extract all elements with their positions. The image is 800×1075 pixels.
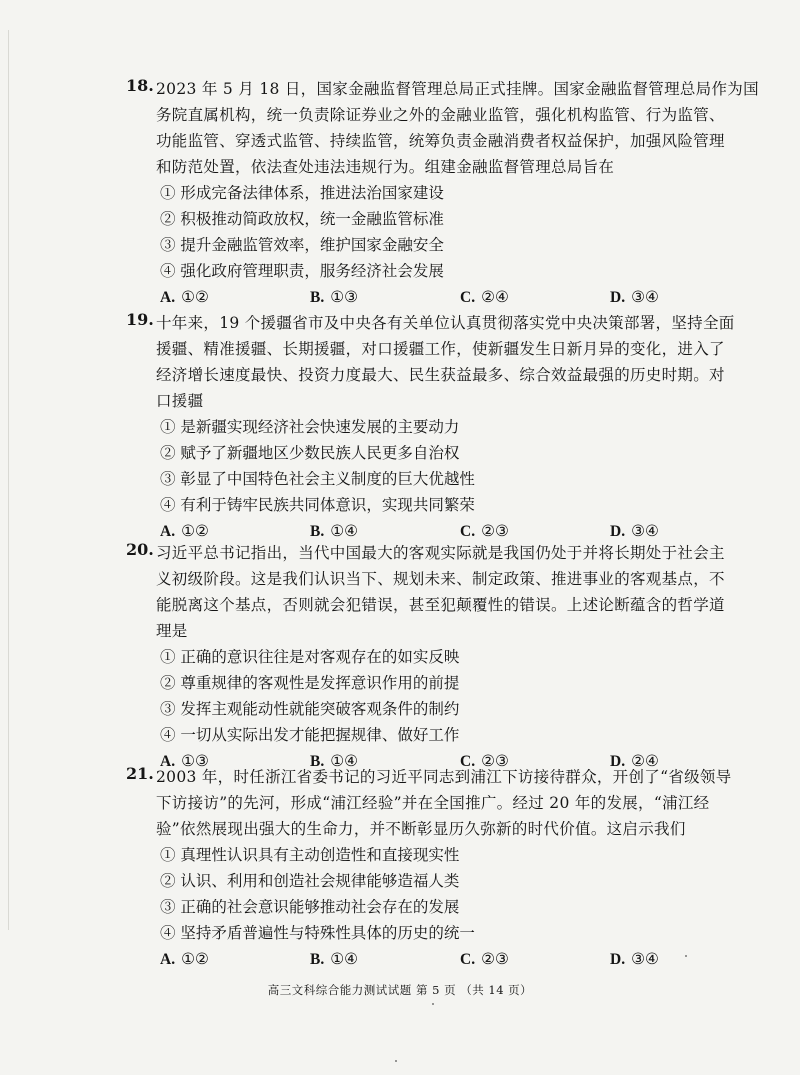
choice-value: ②③ [481,522,509,540]
choice-letter: B. [310,753,325,770]
stem-line: 和防范处置，依法查处违法违规行为。组建金融监督管理总局旨在 [156,158,615,176]
choice-value: ①② [181,522,209,540]
choice-value: ①③ [181,752,209,770]
choice-value: ③④ [631,950,659,968]
question-number: 21. [126,764,154,783]
choice-value: ①④ [330,752,359,770]
stem-line: 能脱离这个基点，否则就会犯错误，甚至犯颠覆性的错误。上述论断蕴含的哲学道 [156,596,725,614]
stem-line: 2023 年 5 月 18 日，国家金融监督管理总局正式挂牌。国家金融监督管理总局作为国 [156,80,759,98]
statement-option: ② 认识、利用和创造社会规律能够造福人类 [160,872,460,890]
choice-letter: B. [310,523,325,540]
choice-letter: C. [460,951,476,968]
stem-line: 习近平总书记指出，当代中国最大的客观实际就是我国仍处于并将长期处于社会主 [156,544,725,562]
scan-edge [8,30,9,930]
choice-c [460,284,509,311]
statement-option: ③ 彰显了中国特色社会主义制度的巨大优越性 [160,470,475,488]
statement-option: ④ 坚持矛盾普遍性与特殊性具体的历史的统一 [160,924,475,942]
stem-line: 功能监管、穿透式监管、持续监管，统筹负责金融消费者权益保护，加强风险管理 [156,132,725,150]
question-21 [126,764,732,972]
statement-option: ③ 提升金融监管效率，维护国家金融安全 [160,236,444,254]
choice-d [610,946,659,973]
stem-line: 务院直属机构，统一负责除证券业之外的金融业监管，强化机构监管、行为监管、 [156,106,725,124]
statement-option: ① 形成完备法律体系，推进法治国家建设 [160,184,444,202]
choice-value: ②③ [481,752,509,770]
scan-speck [685,955,687,957]
choice-letter: C. [460,753,476,770]
answer-choices [156,946,716,972]
scan-speck [432,1003,434,1005]
statement-option: ① 真理性认识具有主动创造性和直接现实性 [160,846,460,864]
choice-a [160,946,209,973]
statement-option: ② 赋予了新疆地区少数民族人民更多自治权 [160,444,460,462]
statement-option: ③ 发挥主观能动性就能突破客观条件的制约 [160,700,460,718]
choice-letter: A. [160,753,176,770]
statement-option: ④ 一切从实际出发才能把握规律、做好工作 [160,726,460,744]
choice-letter: A. [160,289,176,306]
stem-line: 经济增长速度最快、投资力度最大、民生获益最多、综合效益最强的历史时期。对 [156,366,725,384]
choice-value: ①④ [330,950,359,968]
choice-d [610,284,659,311]
choice-letter: D. [610,289,626,306]
stem-line: 2003 年，时任浙江省委书记的习近平同志到浦江下访接待群众，开创了“省级领导 [156,768,732,786]
choice-value: ③④ [631,522,659,540]
page-footer: 高三文科综合能力测试试题 第 5 页 （共 14 页） [267,983,533,997]
stem-line: 援疆、精准援疆、长期援疆，对口援疆工作，使新疆发生日新月异的变化，进入了 [156,340,725,358]
choice-c [460,946,509,973]
stem-line: 义初级阶段。这是我们认识当下、规划未来、制定政策、推进事业的客观基点，不 [156,570,725,588]
statement-option: ① 正确的意识往往是对客观存在的如实反映 [160,648,460,666]
choice-letter: D. [610,523,626,540]
choice-b [310,284,358,311]
question-number: 18. [126,76,154,95]
statement-option: ③ 正确的社会意识能够推动社会存在的发展 [160,898,460,916]
statement-option: ① 是新疆实现经济社会快速发展的主要动力 [160,418,460,436]
question-number: 20. [126,540,154,559]
choice-value: ①④ [330,522,359,540]
answer-choices [156,284,716,310]
statement-option: ④ 有利于铸牢民族共同体意识，实现共同繁荣 [160,496,475,514]
choice-value: ②④ [481,288,509,306]
scan-speck [395,1060,397,1062]
choice-value: ①③ [330,288,359,306]
question-18 [126,76,759,310]
question-number: 19. [126,310,154,329]
choice-value: ③④ [631,288,659,306]
stem-line: 验”依然展现出强大的生命力，并不断彰显历久弥新的时代价值。这启示我们 [156,820,686,838]
choice-value: ①② [181,950,209,968]
choice-letter: A. [160,523,176,540]
statement-option: ② 积极推动简政放权，统一金融监管标准 [160,210,444,228]
choice-value: ②④ [631,752,659,770]
stem-line: 下访接访”的先河，形成“浦江经验”并在全国推广。经过 20 年的发展，“浦江经 [156,794,710,812]
choice-letter: B. [310,951,325,968]
choice-letter: A. [160,951,176,968]
statement-option: ② 尊重规律的客观性是发挥意识作用的前提 [160,674,460,692]
choice-value: ①② [181,288,209,306]
choice-value: ②③ [481,950,509,968]
choice-letter: D. [610,951,626,968]
choice-letter: C. [460,523,476,540]
choice-letter: D. [610,753,626,770]
question-19 [126,310,735,544]
choice-letter: C. [460,289,476,306]
choice-letter: B. [310,289,325,306]
choice-a [160,284,209,311]
choice-b [310,946,358,973]
statement-option: ④ 强化政府管理职责，服务经济社会发展 [160,262,444,280]
stem-line: 口援疆 [156,392,204,410]
stem-line: 十年来，19 个援疆省市及中央各有关单位认真贯彻落实党中央决策部署，坚持全面 [156,314,735,332]
stem-line: 理是 [156,622,188,640]
